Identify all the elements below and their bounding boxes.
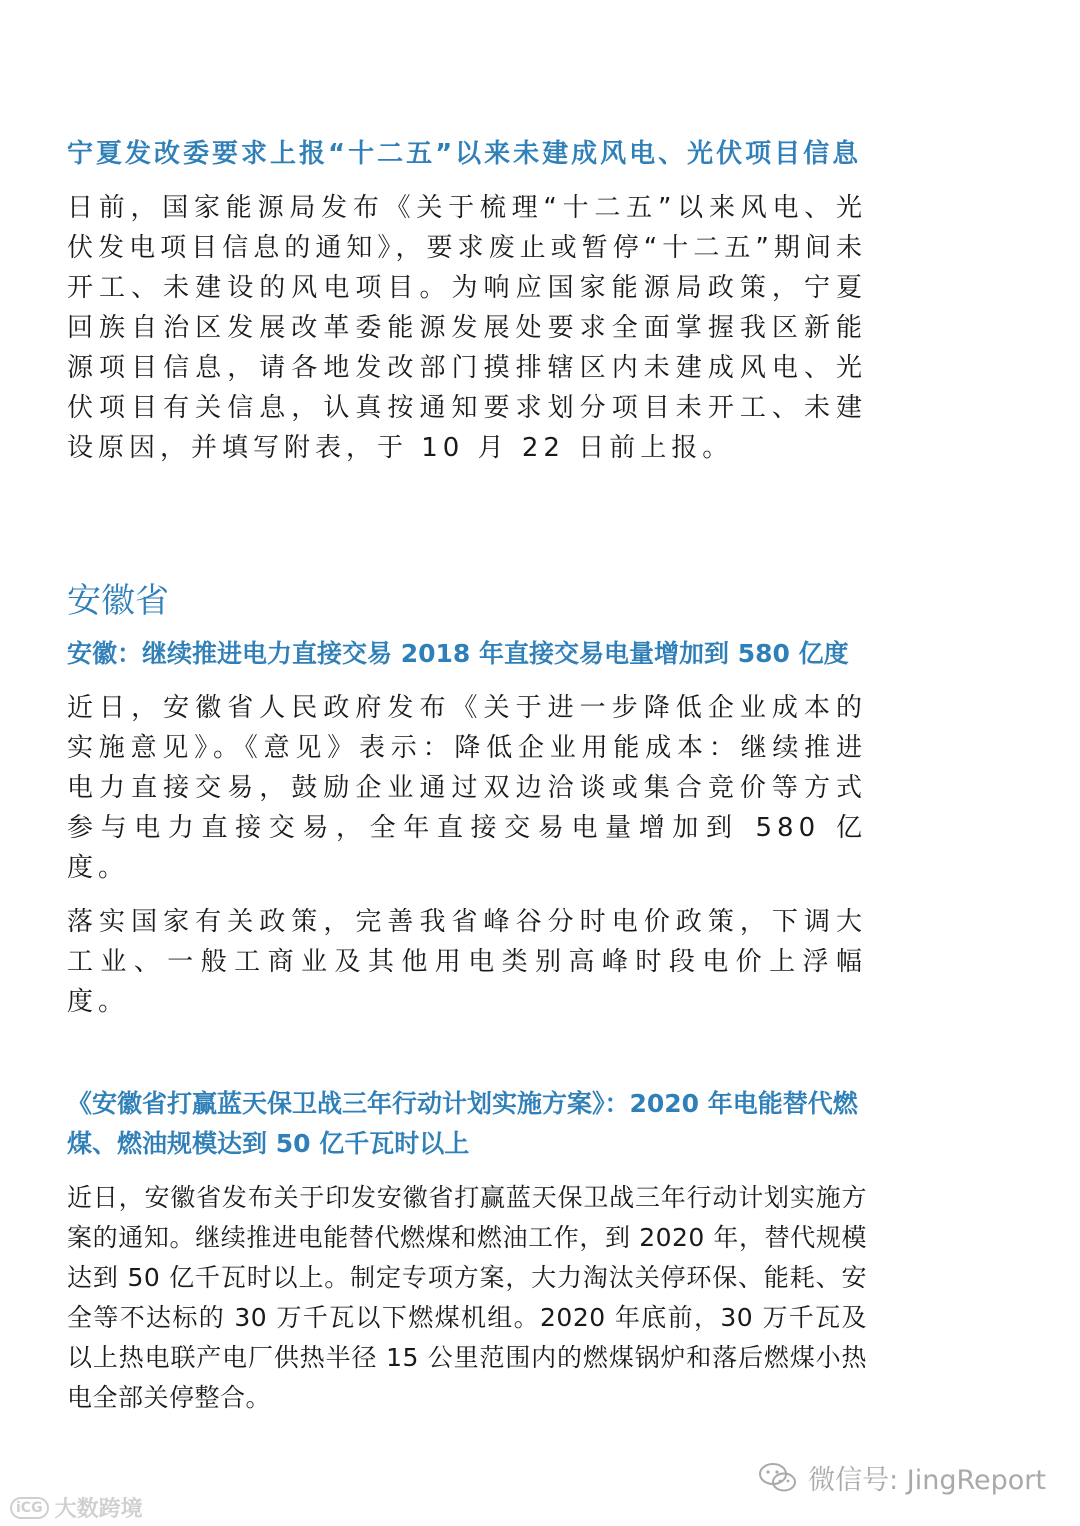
article-body [67,132,867,1418]
ningxia-headline: 宁夏发改委要求上报“十二五”以来未建成风电、光伏项目信息 [67,139,862,169]
wechat-watermark [758,1458,1046,1497]
anhui-paragraph-1: 近日，安徽省人民政府发布《关于进一步降低企业成本的实施意见》。《意见》表示：降低企业用能成本：继续推进电力直接交易，鼓励企业通过双边洽谈或集合竞价等方式参与电力直接交易，全年直接交易电量增加到 580 亿度。 [67,693,867,883]
anhui-headline-2: 《安徽省打赢蓝天保卫战三年行动计划实施方案》：2020 年电能替代燃煤、燃油规模达到 50 亿千瓦时以上 [67,1089,858,1158]
wechat-icon [758,1461,798,1495]
corner-watermark [10,1492,143,1523]
anhui-paragraph-3: 近日，安徽省发布关于印发安徽省打赢蓝天保卫战三年行动计划实施方案的通知。继续推进电能替代燃煤和燃油工作，到 2020 年，替代规模达到 50 亿千瓦时以上。制定专项方案，大力淘汰关停环保、能耗、安全等不达标的 30 万千瓦以下燃煤机组。2020 年底前，30 万千瓦及以上热电联产电厂供热半径 15 公里范围内的燃煤锅炉和落后燃煤小热电全部关停整合。 [67,1183,867,1412]
wechat-id: 微信号: JingReport [808,1465,1046,1496]
corner-badge: iCG [10,1497,49,1519]
ningxia-paragraph: 日前，国家能源局发布《关于梳理“十二五”以来风电、光伏发电项目信息的通知》，要求废止或暂停“十二五”期间未开工、未建设的风电项目。为响应国家能源局政策，宁夏回族自治区发展改革委能源发展处要求全面掌握我区新能源项目信息，请各地发改部门摸排辖区内未建成风电、光伏项目有关信息，认真按通知要求划分项目未开工、未建设原因，并填写附表，于 10 月 22 日前上报。 [67,193,867,463]
corner-text: 大数跨境 [54,1497,143,1522]
anhui-headline: 安徽：继续推进电力直接交易 2018 年直接交易电量增加到 580 亿度 [67,639,849,668]
anhui-paragraph-2: 落实国家有关政策，完善我省峰谷分时电价政策，下调大工业、一般工商业及其他用电类别高峰时段电价上浮幅度。 [67,907,867,1017]
region-title-anhui: 安徽省 [67,581,169,621]
